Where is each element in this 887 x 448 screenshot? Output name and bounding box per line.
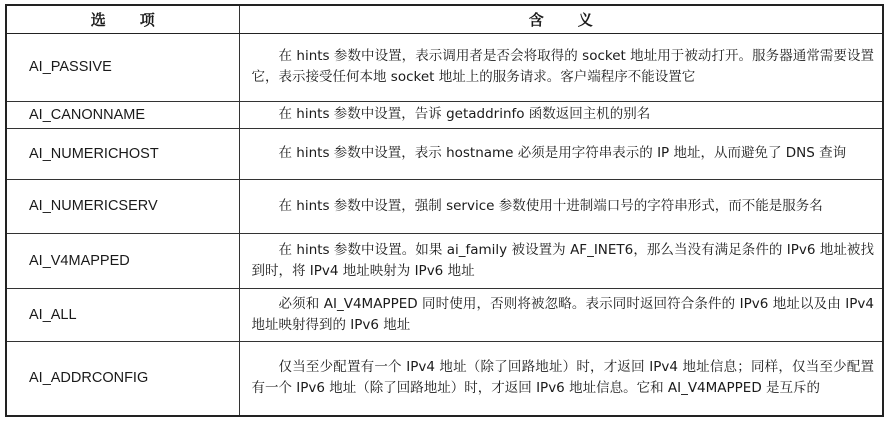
table-header	[6, 5, 883, 33]
option-cell: AI_NUMERICHOST	[6, 128, 239, 179]
meaning-cell: 在 hints 参数中设置，表示调用者是否会将取得的 socket 地址用于被动打开。服务器通常需要设置它，表示接受任何本地 socket 地址上的服务请求。客户端程序不能设置它	[239, 33, 883, 101]
table-row	[6, 179, 883, 233]
meaning-cell: 在 hints 参数中设置，告诉 getaddrinfo 函数返回主机的别名	[239, 101, 883, 128]
meaning-cell: 在 hints 参数中设置，表示 hostname 必须是用字符串表示的 IP 地址，从而避免了 DNS 查询	[239, 128, 883, 179]
table-row	[6, 233, 883, 288]
table-row	[6, 128, 883, 179]
table-row	[6, 288, 883, 341]
option-cell: AI_ALL	[6, 288, 239, 341]
header-option: 选 项	[6, 5, 239, 33]
option-cell: AI_V4MAPPED	[6, 233, 239, 288]
table-row	[6, 101, 883, 128]
option-cell: AI_ADDRCONFIG	[6, 341, 239, 416]
meaning-cell: 必须和 AI_V4MAPPED 同时使用，否则将被忽略。表示同时返回符合条件的 IPv6 地址以及由 IPv4 地址映射得到的 IPv6 地址	[239, 288, 883, 341]
option-cell: AI_CANONNAME	[6, 101, 239, 128]
table-row	[6, 33, 883, 101]
meaning-cell: 在 hints 参数中设置。如果 ai_family 被设置为 AF_INET6，那么当没有满足条件的 IPv6 地址被找到时，将 IPv4 地址映射为 IPv6 地址	[239, 233, 883, 288]
ai-flags-table	[5, 4, 884, 417]
option-cell: AI_PASSIVE	[6, 33, 239, 101]
meaning-cell: 在 hints 参数中设置，强制 service 参数使用十进制端口号的字符串形式，而不能是服务名	[239, 179, 883, 233]
meaning-cell: 仅当至少配置有一个 IPv4 地址（除了回路地址）时，才返回 IPv4 地址信息；同样，仅当至少配置有一个 IPv6 地址（除了回路地址）时，才返回 IPv6 地址信息。它和 AI_V4MAPPED 是互斥的	[239, 341, 883, 416]
header-meaning: 含 义	[239, 5, 883, 33]
header-row	[6, 5, 883, 33]
table-row	[6, 341, 883, 416]
table-body	[6, 33, 883, 416]
option-cell: AI_NUMERICSERV	[6, 179, 239, 233]
